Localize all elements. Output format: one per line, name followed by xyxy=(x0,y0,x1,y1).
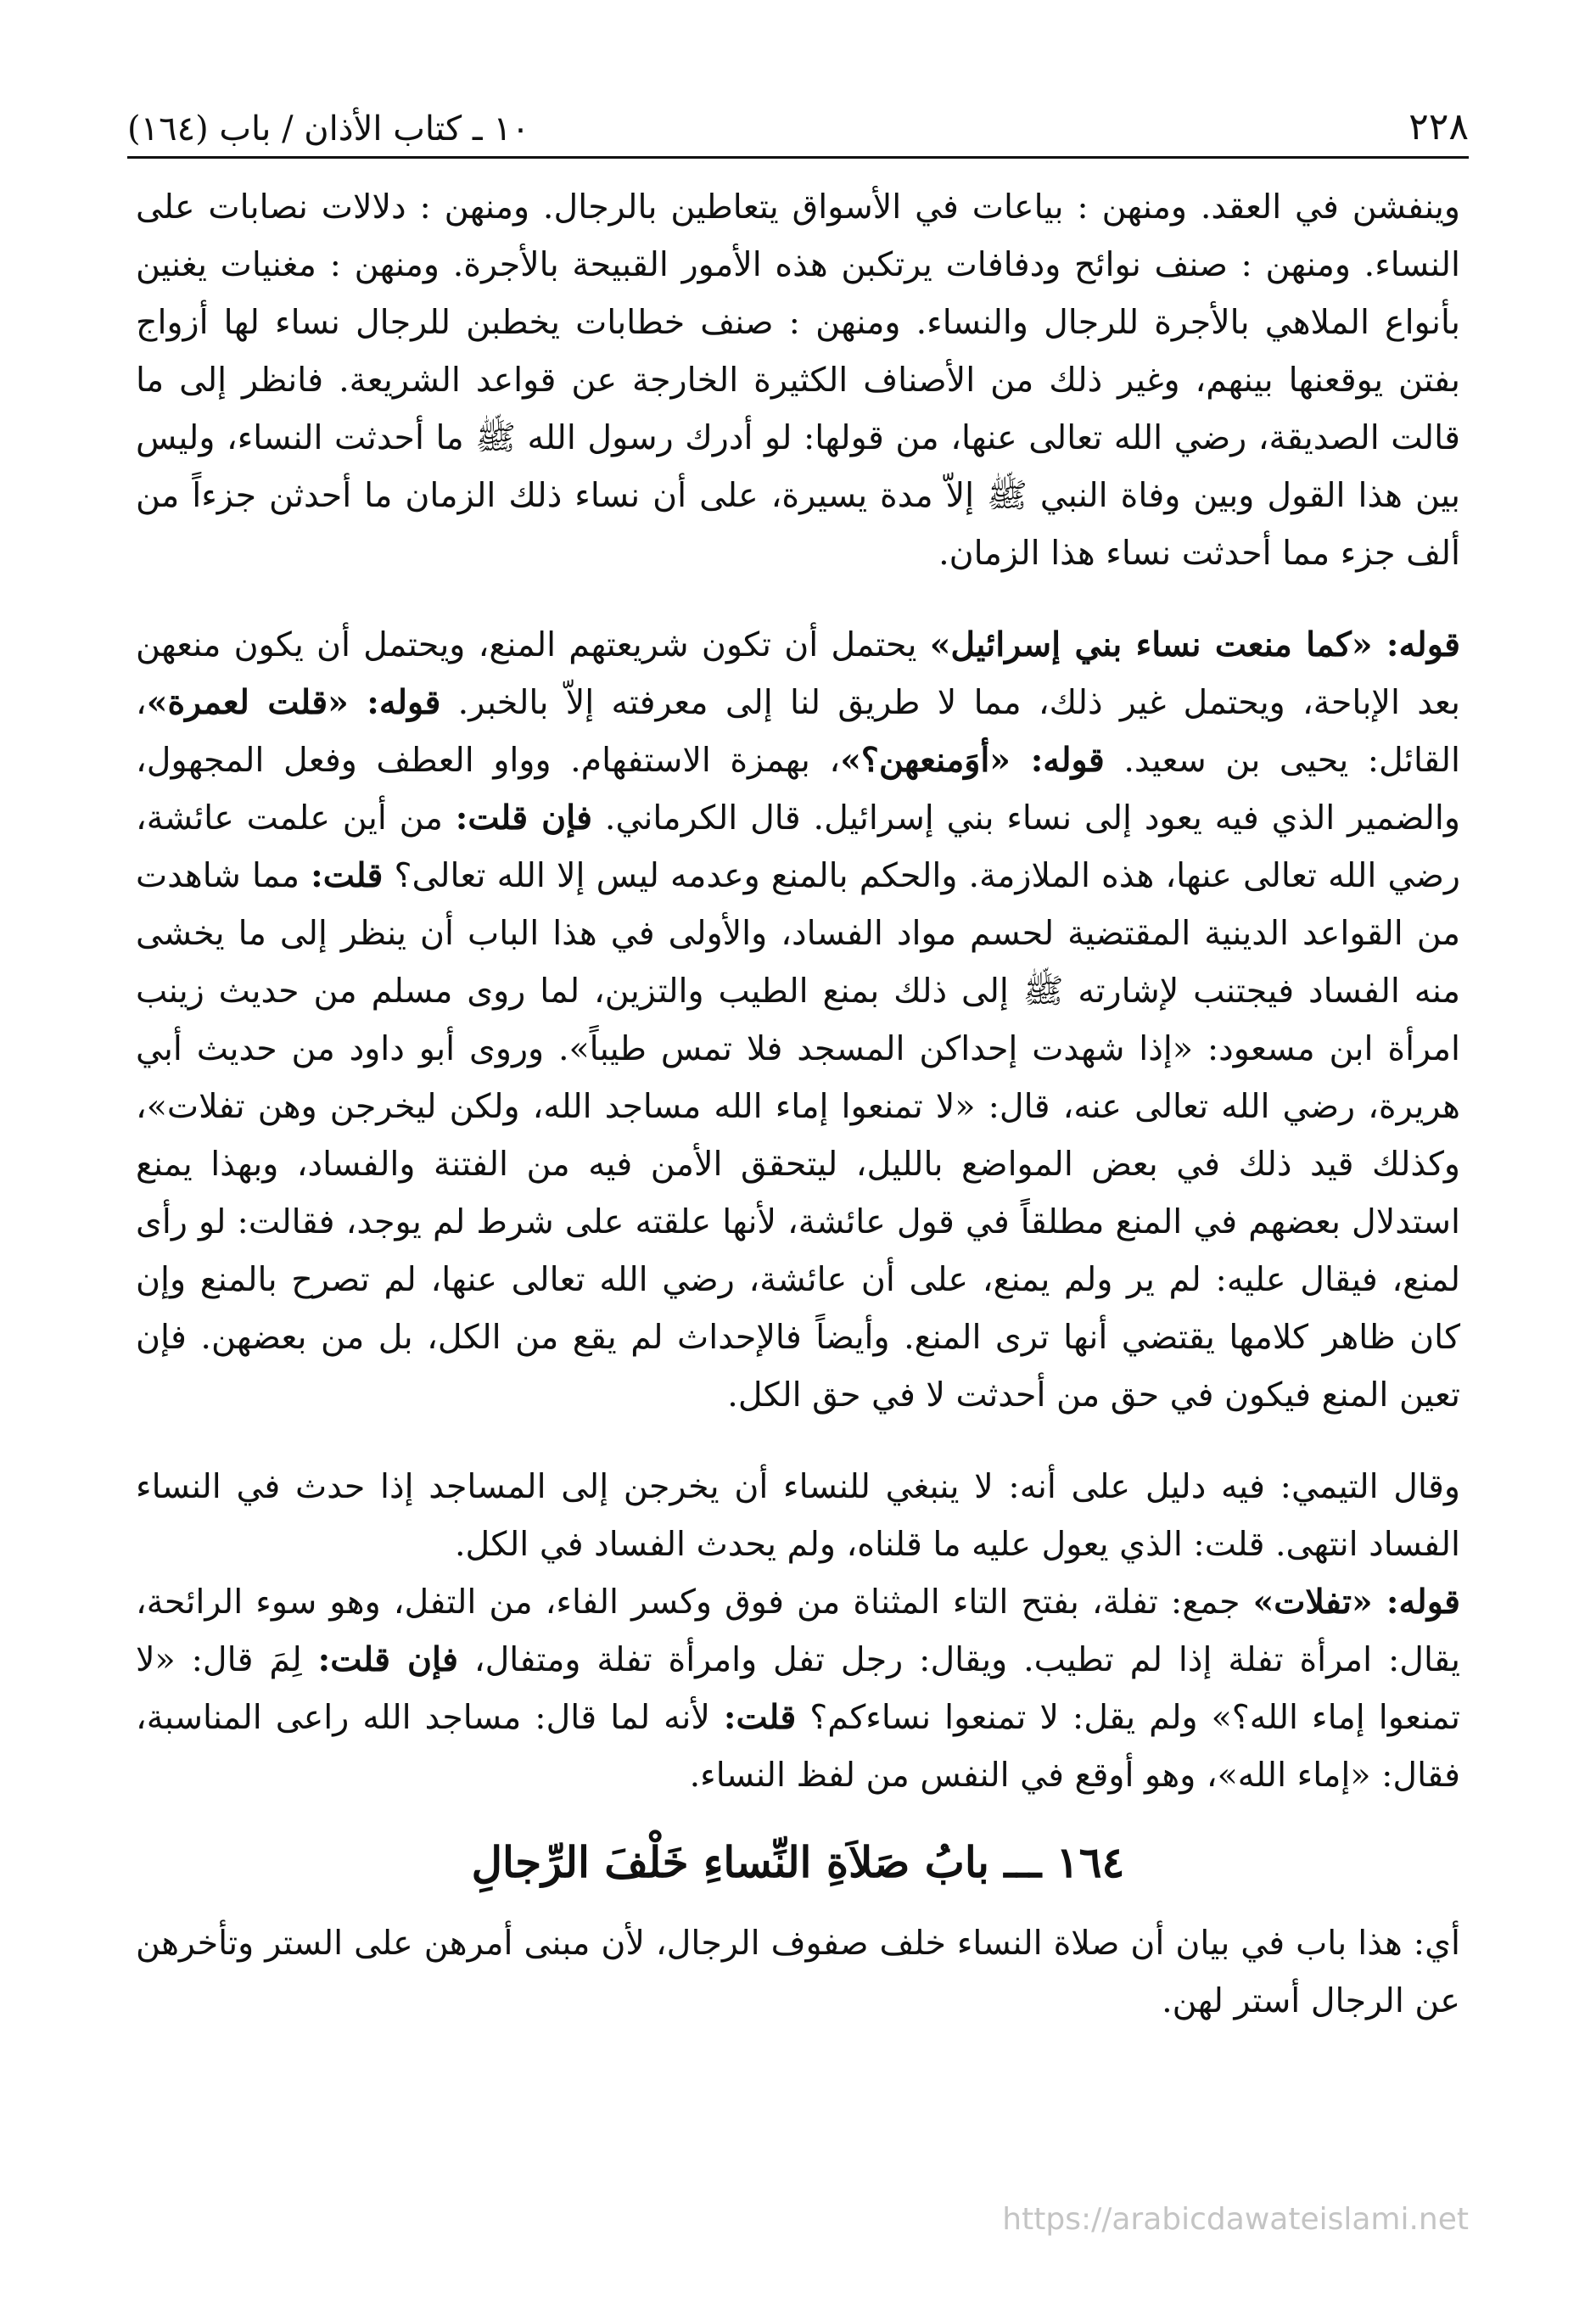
paragraph-text: لِمَ قال: «لا تمنعوا إماء الله؟» ولم يقل: لا تمنعوا نساءكم؟ xyxy=(136,1640,1460,1737)
running-title: ١٠ ـ كتاب الأذان / باب (١٦٤) xyxy=(127,109,530,148)
answer-marker: قلت: xyxy=(723,1698,797,1737)
answer-marker: قلت: xyxy=(311,856,384,895)
paragraph-1: وينفشن في العقد. ومنهن : بياعات في الأسواق يتعاطين بالرجال. ومنهن : دلالات نصابات على النساء. ومنهن : صنف نوائح ودفافات يرتكبن هذه الأمور القبيحة بالأجرة. ومنهن : مغنيات يغنين بأنواع الملاهي بالأجرة للرجال والنساء. ومنهن : صنف خطابات يخطبن للرجال نساء لها أزواج بفتن يوقعنها بينهم، وغير ذلك من الأصناف الكثيرة الخارجة عن قواعد الشريعة. فانظر إلى ما قالت الصديقة، رضي الله تعالى عنها، من قولها: لو أدرك رسول الله ﷺ ما أحدثت النساء، وليس بين هذا القول وبين وفاة النبي ﷺ إلاّ مدة يسيرة، على أن نساء ذلك الزمان ما أحدثن جزءاً من ألف جزء مما أحدثت نساء هذا الزمان. xyxy=(136,188,1460,573)
chapter-heading: ١٦٤ ـــ بابُ صَلاَةِ النِّساءِ خَلْفَ الرِّجالِ xyxy=(471,1837,1125,1887)
paragraph-4 xyxy=(136,1573,1460,1804)
paragraph-text: لأنه لما قال: مساجد الله راعى المناسبة، فقال: «إماء الله»، وهو أوقع في النفس من لفظ النساء. xyxy=(136,1698,1460,1795)
paragraph-5: أي: هذا باب في بيان أن صلاة النساء خلف صفوف الرجال، لأن مبنى أمرهن على الستر وتأخرهن عن الرجال أستر لهن. xyxy=(136,1924,1460,2020)
paragraph-3: وقال التيمي: فيه دليل على أنه: لا ينبغي للنساء أن يخرجن إلى المساجد إذا حدث في النساء الفساد انتهى. قلت: الذي يعول عليه ما قلناه، ولم يحدث الفساد في الكل. xyxy=(136,1467,1460,1564)
question-marker: فإن قلت: xyxy=(317,1640,458,1679)
paragraph-text: جمع: تفلة، بفتح التاء المثناة من فوق وكسر الفاء، من التفل، وهو سوء الرائحة، يقال: امرأة تفلة إذا لم تطيب. ويقال: رجل تفل وامرأة تفلة ومتفال، xyxy=(136,1583,1460,1679)
paragraph-text: يحتمل أن تكون شريعتهم المنع، ويحتمل أن يكون منعهن بعد الإباحة، ويحتمل غير ذلك، مما لا طريق لنا إلى معرفته إلاّ بالخبر. xyxy=(136,625,1460,722)
paragraph-text: ، القائل: يحيى بن سعيد. xyxy=(136,683,1460,780)
quote-bold: قوله: «أوَمنعهن؟» xyxy=(840,741,1105,780)
page-number: ٢٢٨ xyxy=(1408,105,1469,148)
paragraph-text: ، بهمزة الاستفهام. وواو العطف وفعل المجهول، والضمير الذي فيه يعود إلى نساء بني إسرائيل. قال الكرماني. xyxy=(136,741,1460,838)
body-text xyxy=(136,178,1460,2030)
quote-bold: قوله: «قلت لعمرة» xyxy=(146,683,441,722)
watermark-url: https://arabicdawateislami.net xyxy=(1002,2202,1469,2237)
paragraph-text: مما شاهدت من القواعد الدينية المقتضية لحسم مواد الفساد، والأولى في هذا الباب أن ينظر إلى ما يخشى منه الفساد فيجتنب لإشارته ﷺ إلى ذلك بمنع الطيب والتزين، لما روى مسلم من حديث زينب امرأة ابن مسعود: «إذا شهدت إحداكن المسجد فلا تمس طيباً». وروى أبو داود من حديث أبي هريرة، رضي الله تعالى عنه، قال: «لا تمنعوا إماء الله مساجد الله، ولكن ليخرجن وهن تفلات»، وكذلك قيد ذلك في بعض المواضع بالليل، ليتحقق الأمن فيه من الفتنة والفساد، وبهذا يمنع استدلال بعضهم في المنع مطلقاً في قول عائشة، لأنها علقته على شرط لم يوجد، فقالت: لو رأى لمنع، فيقال عليه: لم ير ولم يمنع، على أن عائشة، رضي الله تعالى عنها، لم تصرح بالمنع وإن كان ظاهر كلامها يقتضي أنها ترى المنع. وأيضاً فالإحداث لم يقع من الكل، بل من بعضهن. فإن تعين المنع فيكون في حق من أحدثت لا في حق الكل. xyxy=(136,856,1460,1415)
header-rule xyxy=(127,156,1469,159)
paragraph-2 xyxy=(136,616,1460,1424)
question-marker: فإن قلت: xyxy=(455,798,593,838)
quote-bold: قوله: «تفلات» xyxy=(1252,1583,1461,1622)
quote-bold: قوله: «كما منعت نساء بني إسرائيل» xyxy=(929,625,1461,664)
paragraph-text: من أين علمت عائشة، رضي الله تعالى عنها، هذه الملازمة. والحكم بالمنع وعدمه ليس إلا الله تعالى؟ xyxy=(136,798,1460,895)
page-header xyxy=(127,85,1469,146)
